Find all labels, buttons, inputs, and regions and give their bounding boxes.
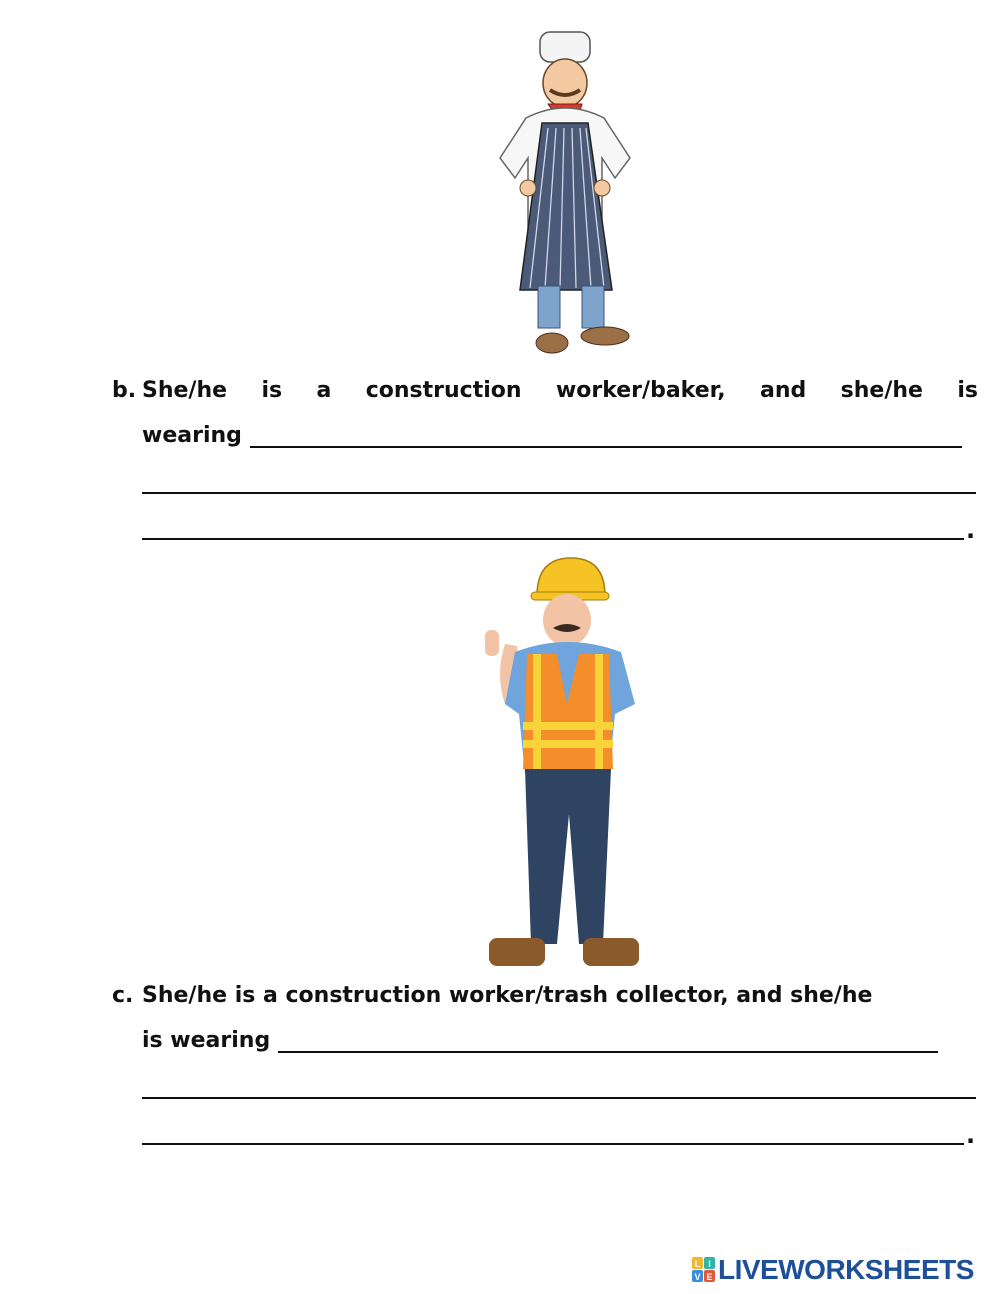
question-b-answer-row-1 xyxy=(142,422,962,448)
question-c-lead: is wearing xyxy=(142,1028,271,1053)
prompt-word: a xyxy=(316,378,332,403)
question-c-answer-input-3[interactable] xyxy=(142,1119,964,1145)
question-b-answer-input-1[interactable] xyxy=(250,422,962,448)
construction-worker-illustration xyxy=(475,554,645,974)
logo-letter: E xyxy=(706,1272,713,1282)
chef-illustration xyxy=(490,28,640,358)
prompt-word: is xyxy=(261,378,283,403)
question-c-prompt: She/he is a construction worker/trash collector, and she/he xyxy=(142,983,873,1008)
question-b-lead: wearing xyxy=(142,423,242,448)
question-b-answer-row-2 xyxy=(142,468,976,494)
question-c-answer-row-2 xyxy=(142,1073,976,1099)
question-c-answer-input-1[interactable] xyxy=(278,1027,938,1053)
brand-name: LIVEWORKSHEETS xyxy=(718,1254,974,1285)
liveworksheets-brand xyxy=(692,1254,974,1286)
prompt-word: worker/baker, xyxy=(555,378,726,403)
question-b-label: b. xyxy=(112,378,137,403)
logo-letter: V xyxy=(694,1272,701,1282)
question-b-prompt xyxy=(142,378,978,403)
prompt-word: construction xyxy=(365,378,522,403)
question-b-answer-input-3[interactable] xyxy=(142,514,964,540)
logo-letter: L xyxy=(694,1259,701,1269)
prompt-word: is xyxy=(957,378,978,403)
question-c-period: . xyxy=(966,1121,976,1149)
question-b-answer-row-3 xyxy=(142,514,976,544)
prompt-word: she/he xyxy=(840,378,923,403)
prompt-word: and xyxy=(760,378,807,403)
question-c-label: c. xyxy=(112,983,134,1008)
question-c-answer-row-1 xyxy=(142,1027,938,1053)
prompt-word: She/he xyxy=(142,378,228,403)
question-c-answer-input-2[interactable] xyxy=(142,1073,976,1099)
logo-letter: I xyxy=(708,1259,711,1269)
question-b-period: . xyxy=(966,516,976,544)
question-b-answer-input-2[interactable] xyxy=(142,468,976,494)
question-c-answer-row-3 xyxy=(142,1119,976,1149)
liveworksheets-logo-icon xyxy=(692,1257,716,1283)
